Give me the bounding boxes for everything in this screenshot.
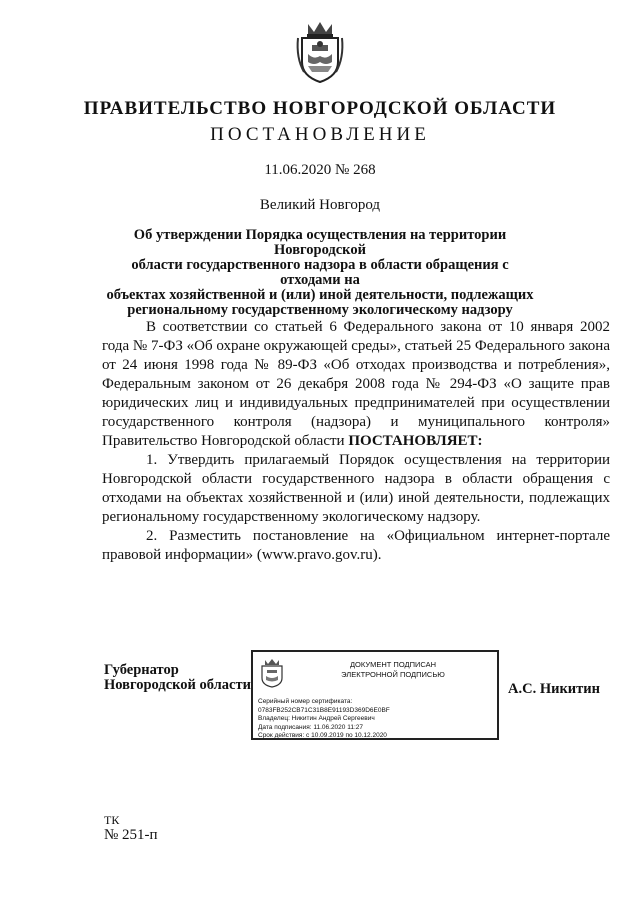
coat-of-arms-emblem: [294, 18, 346, 84]
title-line: Об утверждении Порядка осуществления на территории Новгородской: [133, 227, 507, 258]
cert-label: Серийный номер сертификата:: [258, 698, 353, 705]
preamble-paragraph: [102, 318, 610, 451]
stamp-emblem-icon: [259, 658, 285, 688]
date-number: 11.06.2020 № 268: [264, 162, 376, 178]
item-2-paragraph: 2. Разместить постановление на «Официальном интернет-портале правовой информации» (www.pravo.gov.ru).: [102, 528, 610, 563]
electronic-signature-stamp: [251, 650, 499, 740]
preamble-text: В соответствии со статьей 6 Федерального закона от 10 января 2002 года № 7-ФЗ «Об охране окружающей среды», статьей 25 Федерального закона от 24 июня 1998 года № 89-ФЗ «Об отходах производства и потребления», Федеральным законом от 26 декабря 2008 года № 294-ФЗ «О защите прав юридических лиц и индивидуальных предпринимателей при осуществлении государственного контроля (надзора) и муниципального контроля» Правительство Новгородской области: [102, 319, 610, 449]
signed-date: Дата подписания: 11.06.2020 11:27: [258, 723, 363, 731]
signer-name: А.С. Никитин: [508, 681, 600, 697]
stamp-details: [258, 698, 390, 741]
title-line: области государственного надзора в области обращения с отходами на: [131, 257, 509, 288]
registration-number: № 251-п: [104, 827, 158, 843]
cert-owner: Владелец: Никитин Андрей Сергеевич: [258, 715, 375, 722]
signer-position: [104, 663, 251, 693]
stamp-heading-line: ЭЛЕКТРОННОЙ ПОДПИСЬЮ: [341, 670, 445, 679]
cert-number: 0783FB252CB71C31B8E91193D369D6E0BF: [258, 706, 390, 714]
item-1-paragraph: 1. Утвердить прилагаемый Порядок осуществления на территории Новгородской области государственного надзора в области обращения с отходами на объектах хозяйственной и (или) иной деятельности, подлежащих региональному государственному экологическому надзору.: [102, 452, 610, 525]
position-line: Губернатор: [104, 662, 179, 678]
tk-mark: ТК: [104, 813, 120, 827]
stamp-heading-line: ДОКУМЕНТ ПОДПИСАН: [349, 660, 437, 669]
position-line: Новгородской области: [104, 677, 251, 693]
document-title: [100, 228, 540, 318]
validity-period: Срок действия: с 10.09.2019 по 10.12.2020: [258, 732, 387, 739]
city: Великий Новгород: [259, 197, 381, 213]
organization-heading: ПРАВИТЕЛЬСТВО НОВГОРОДСКОЙ ОБЛАСТИ: [83, 98, 557, 119]
resolves-keyword: ПОСТАНОВЛЯЕТ:: [348, 433, 483, 449]
title-line: региональному государственному экологическому надзору: [127, 302, 513, 318]
stamp-heading: [293, 660, 493, 680]
title-line: объектах хозяйственной и (или) иной деятельности, подлежащих: [106, 287, 534, 303]
document-body: [102, 318, 610, 565]
document-type: ПОСТАНОВЛЕНИЕ: [210, 124, 430, 145]
